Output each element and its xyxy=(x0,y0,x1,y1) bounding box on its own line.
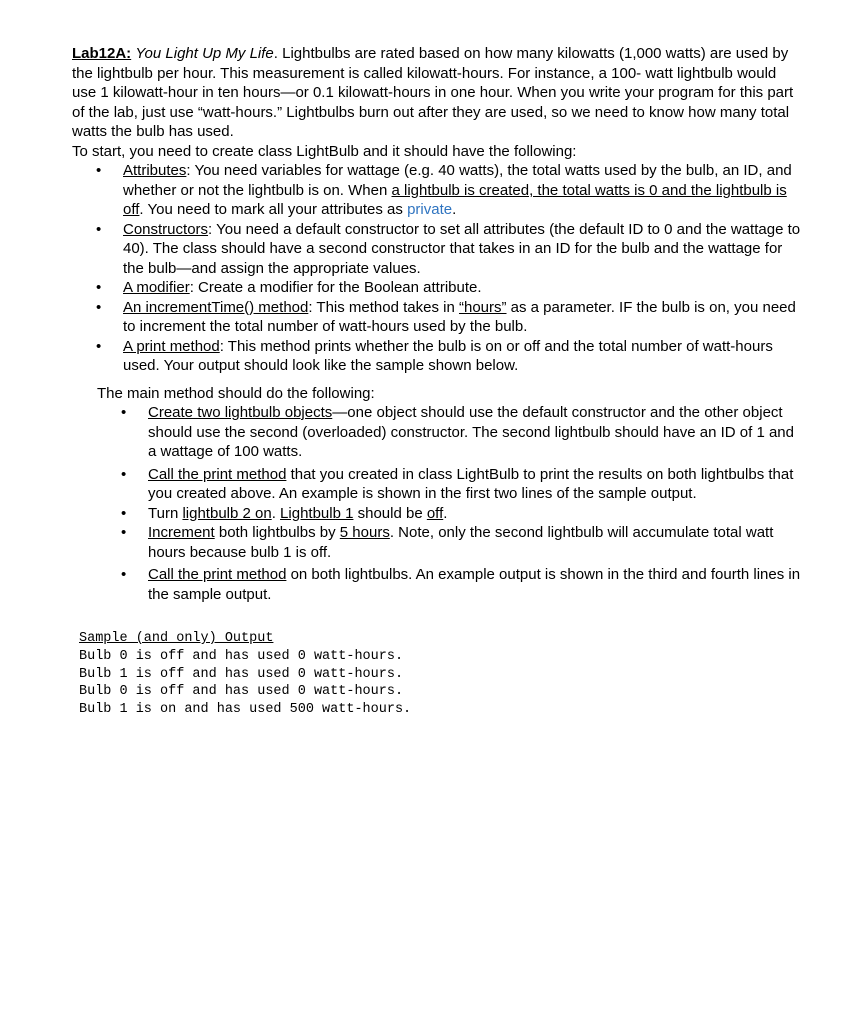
hours-parameter: “hours” xyxy=(458,298,507,316)
attributes-label: Attributes xyxy=(123,162,187,179)
main-method-list xyxy=(148,403,802,604)
modifier-text: : Create a modifier for the Boolean attribute. xyxy=(189,279,482,296)
list-item-turn-on xyxy=(148,504,802,524)
lightbulb-2-on: lightbulb 2 on xyxy=(182,504,272,522)
constructors-label: Constructors xyxy=(123,220,209,238)
create-objects-label: Create two lightbulb objects xyxy=(148,404,333,421)
lab-label: Lab12A: xyxy=(72,45,132,62)
list-item-create-objects xyxy=(148,403,802,462)
print-method-label: A print method xyxy=(123,337,220,355)
call-print-text-2: on both lightbulbs. An example output is shown in the third and fourth lines in the sample output. xyxy=(148,566,801,603)
attributes-underlined: a lightbulb is created, the total watts is 0 and the lightbulb is off xyxy=(123,181,787,218)
sample-output-line: Bulb 0 is off and has used 0 watt-hours. xyxy=(79,684,404,700)
create-objects-text: —one object should use the default constructor and the other object should use the second (overloaded) constructor. The second lightbulb should have an ID of 1 and a wattage of 100 watts. xyxy=(148,404,794,460)
call-print-label-1: Call the print method xyxy=(148,465,287,483)
sample-output-line: Bulb 0 is off and has used 0 watt-hours. xyxy=(79,648,404,664)
modifier-label: A modifier xyxy=(123,279,190,296)
call-print-text-1: that you created in class LightBulb to print the results on both lightbulbs that you created above. An example is shown in the first two lines of the sample output. xyxy=(148,465,794,502)
sample-output-line: Bulb 1 is off and has used 0 watt-hours. xyxy=(79,666,404,682)
turn-text2: . xyxy=(271,504,281,522)
start-instructions: To start, you need to create class LightBulb and it should have the following: xyxy=(72,142,577,160)
lab-title: You Light Up My Life xyxy=(135,45,274,62)
requirements-list xyxy=(123,161,802,376)
private-keyword: private xyxy=(407,201,453,218)
sample-output-line: Bulb 1 is on and has used 500 watt-hours. xyxy=(79,702,412,718)
list-item-print-method xyxy=(123,337,802,376)
list-item-modifier xyxy=(123,278,802,298)
lab-document xyxy=(72,44,802,604)
off-word: off xyxy=(426,504,444,522)
five-hours: 5 hours xyxy=(339,524,390,541)
lightbulb-1: Lightbulb 1 xyxy=(280,504,354,522)
list-item-increment xyxy=(148,523,802,562)
attributes-text2: . You need to mark all your attributes as xyxy=(139,201,408,218)
increment-time-text2: as a parameter. IF the bulb is on, you need to increment the total number of watt-hours used by the bulb. xyxy=(123,298,796,335)
attributes-end: . xyxy=(452,201,457,218)
list-item-call-print-1 xyxy=(148,465,802,504)
list-item-increment-time xyxy=(123,298,802,337)
increment-label: Increment xyxy=(148,524,215,541)
increment-time-text: : This method takes in xyxy=(308,298,459,316)
attributes-text: : You need variables for wattage (e.g. 40 watts), the total watts used by the bulb, an ID, and whether or not the lightbulb is on. When xyxy=(123,162,792,199)
lab-intro-text: . Lightbulbs are rated based on how many kilowatts (1,000 watts) are used by the lightbulb per hour. This measurement is called kilowatt-hours. For instance, a 100- watt lightbulb would use 1 kilowatt-hour in ten hours—or 0.1 kilowatt-hours in one hour. When you write your program for this part of the lab, just use “watt-hours.” Lightbulbs burn out after they are used, so we need to know how many total watts the bulb has used. xyxy=(72,45,794,140)
increment-text2: . Note, only the second lightbulb will accumulate total watt hours because bulb 1 is off. xyxy=(148,524,774,561)
list-item-call-print-2 xyxy=(148,565,802,604)
increment-time-label: An incrementTime() method xyxy=(123,298,309,316)
lab-intro-paragraph xyxy=(72,44,802,142)
sample-output-title: Sample (and only) Output xyxy=(79,631,274,646)
turn-end: . xyxy=(443,504,448,522)
call-print-label-2: Call the print method xyxy=(148,566,287,583)
list-item-attributes xyxy=(123,161,802,220)
print-method-text: : This method prints whether the bulb is on or off and the total number of watt-hours used. Your output should look like the sample shown below. xyxy=(123,337,773,374)
constructors-text: : You need a default constructor to set all attributes (the default ID to 0 and the wattage to 40). The class should have a second constructor that takes in an ID for the bulb and the wattage for the bulb—and assign the appropriate values. xyxy=(123,220,801,277)
turn-text3: should be xyxy=(353,504,427,522)
main-method-intro: The main method should do the following: xyxy=(97,384,375,402)
sample-output xyxy=(79,630,411,719)
turn-text: Turn xyxy=(148,504,183,522)
list-item-constructors xyxy=(123,220,802,279)
increment-text: both lightbulbs by xyxy=(214,524,340,541)
